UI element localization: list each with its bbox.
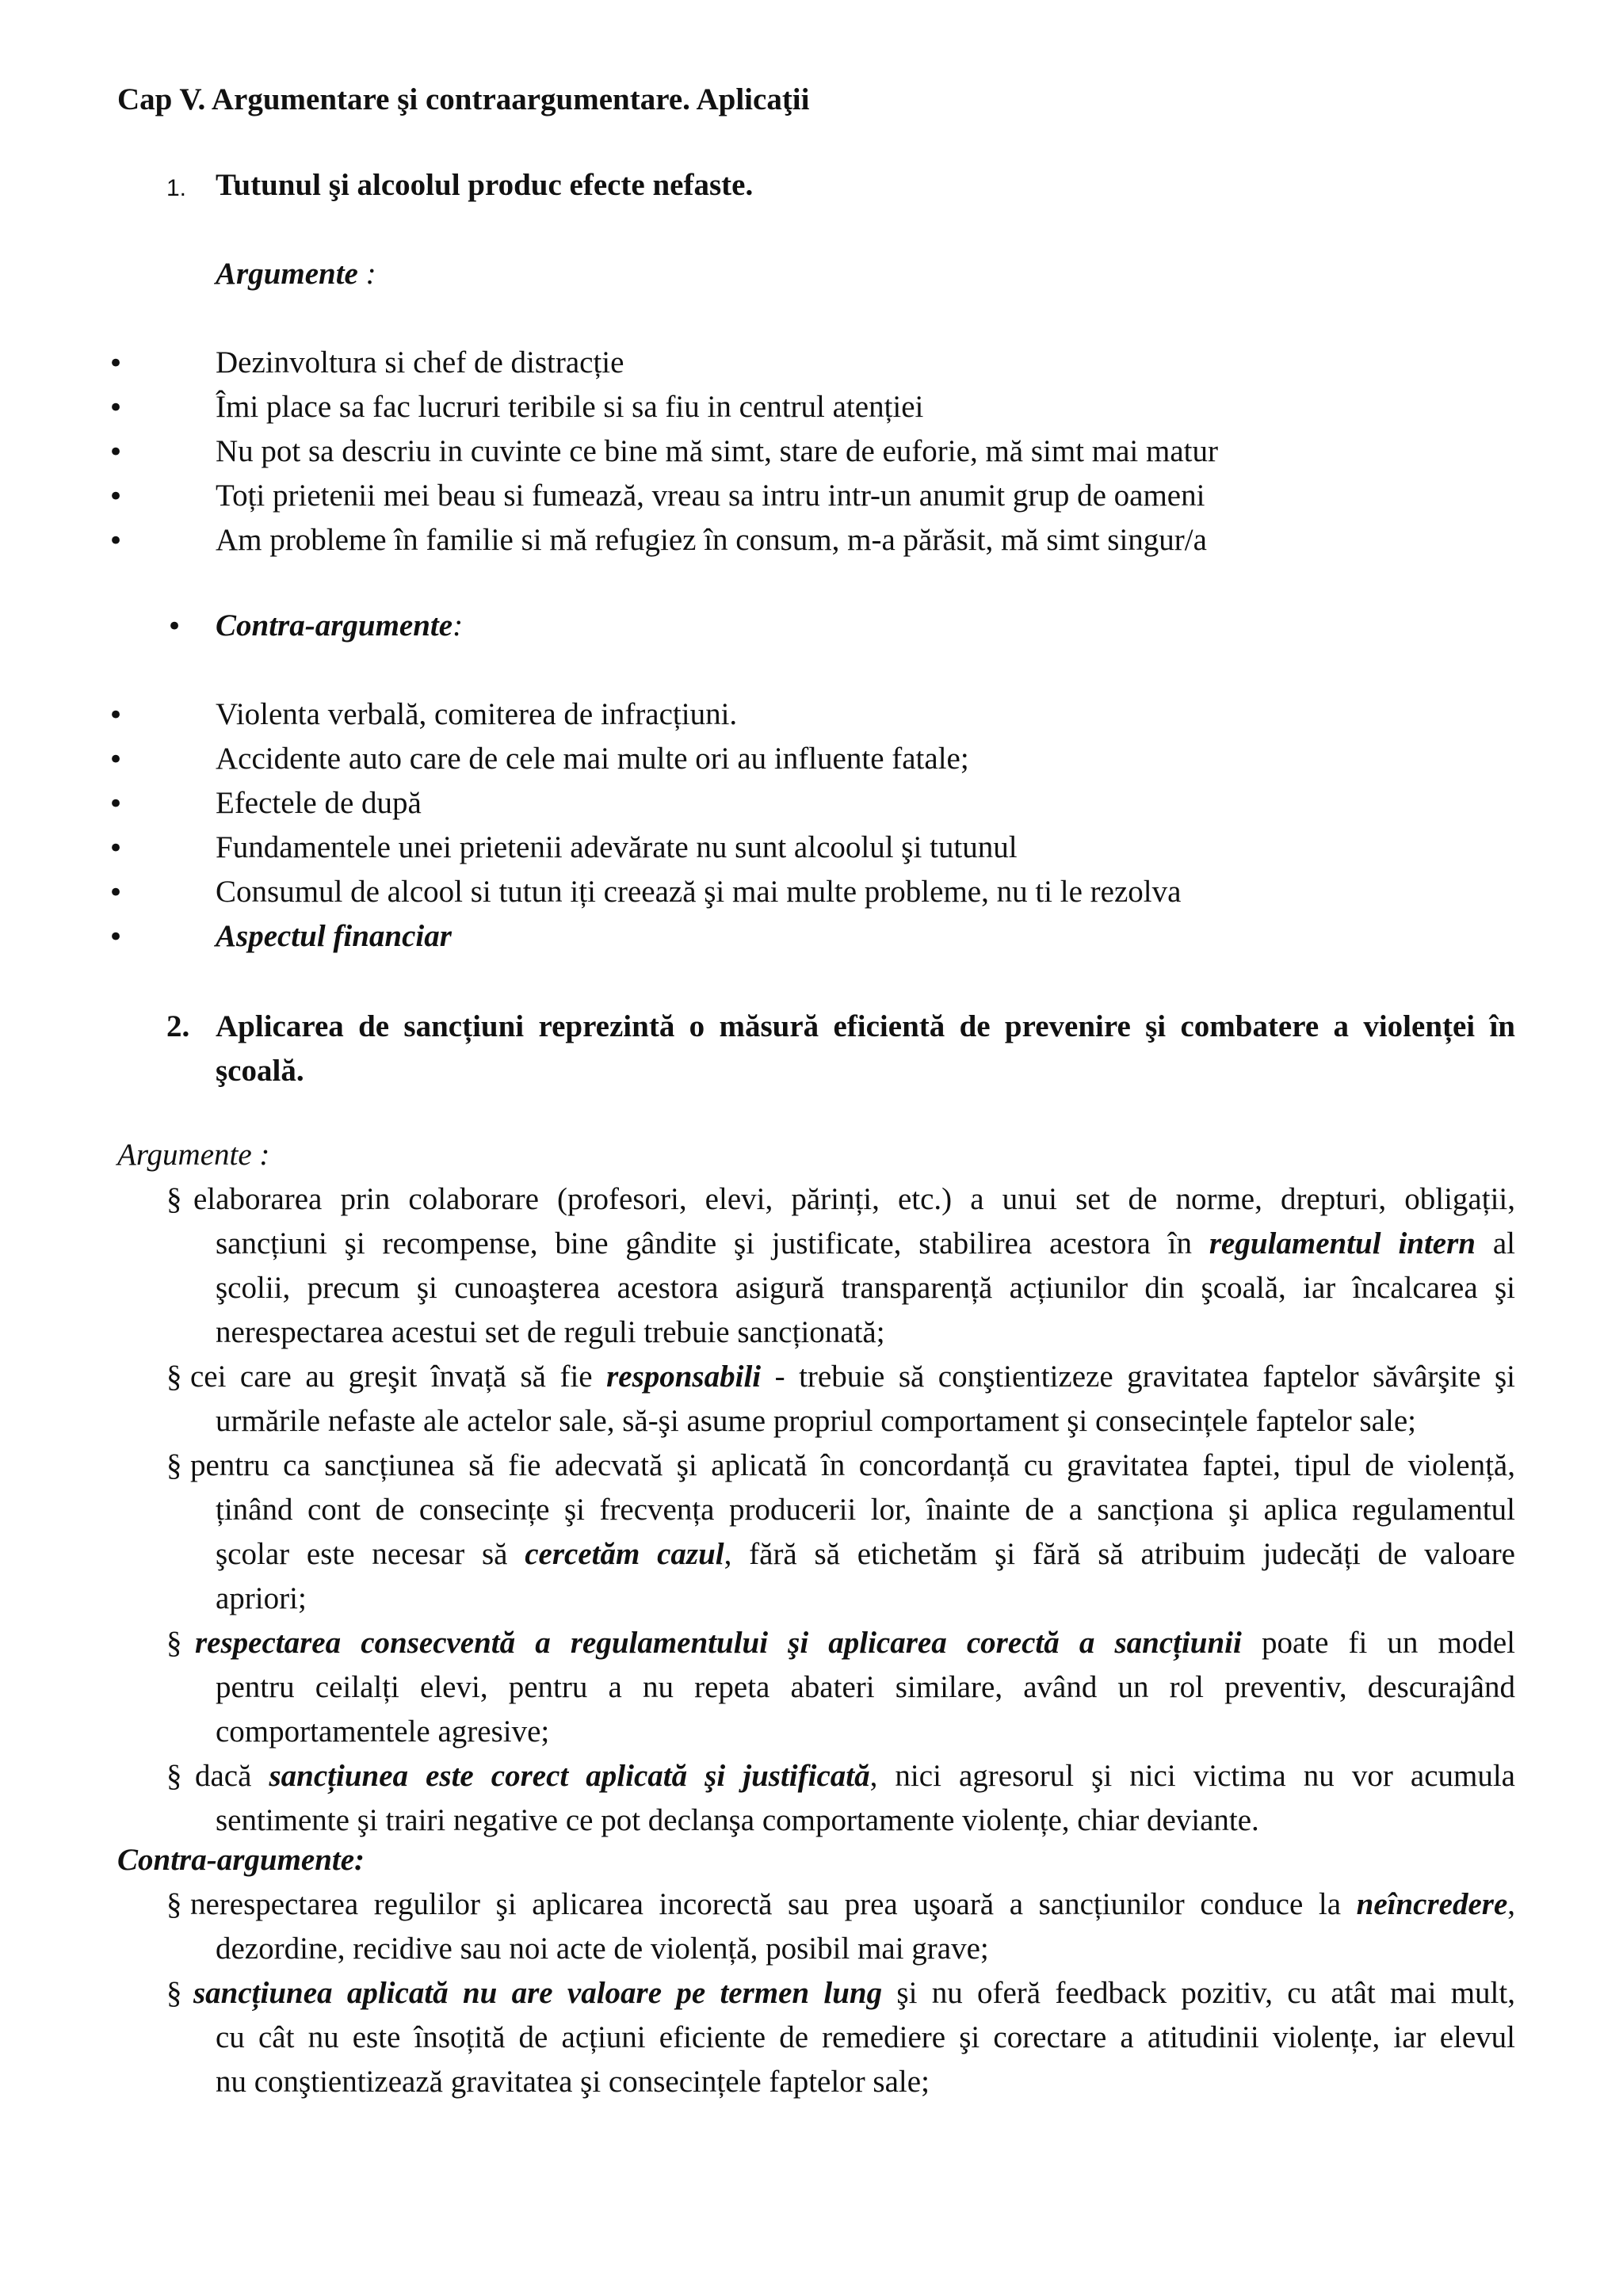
section-marker-icon: § <box>166 1360 182 1394</box>
arg5-text-end: , nici agresorul şi nici victima nu vor acumula <box>869 1759 1515 1793</box>
arg3-text: şcolar este necesar să <box>216 1537 508 1571</box>
arguments-label-text: Argumente <box>216 257 358 291</box>
list-item: Toți prietenii mei beau si fumează, vreau sa intru intr-un anumit grup de oameni <box>216 479 1205 513</box>
bullet-icon: • <box>108 877 124 909</box>
arg2-line-2: urmările nefaste ale actelor sale, să-şi asume propriul comportament şi consecințele faptelor sale; <box>216 1404 1416 1438</box>
arg4-line-3: comportamentele agresive; <box>216 1714 550 1749</box>
bullet-icon: • <box>108 700 124 731</box>
bullet-icon: • <box>108 481 124 513</box>
arg3-text-end: , fără să etichetăm şi fără să atribuim judecăți de valoare <box>724 1537 1515 1571</box>
c2-text-end: şi nu oferă feedback pozitiv, cu atât mai mult, <box>896 1976 1515 2010</box>
arg3-line-1: pentru ca sancțiunea să fie adecvată şi aplicată în concordanță cu gravitatea faptei, tipul de violență, <box>190 1448 1515 1482</box>
list-item: Aspectul financiar <box>216 919 452 953</box>
bullet-icon: • <box>108 744 124 776</box>
section-1-heading: Tutunul şi alcoolul produc efecte nefaste. <box>216 168 754 202</box>
arg5-line-2: sentimente şi trairi negative ce pot declanşa comportamente violențe, chiar deviante. <box>216 1803 1259 1837</box>
section-2-arguments-label: Argumente : <box>117 1138 270 1172</box>
section-1-number: 1. <box>166 175 187 201</box>
bullet-icon: • <box>108 788 124 820</box>
arg4-line-2: pentru ceilalți elevi, pentru a nu repeta abateri similare, având un rol preventiv, descurajând <box>216 1670 1515 1704</box>
list-item: Fundamentele unei prietenii adevărate nu sunt alcoolul şi tutunul <box>216 830 1018 864</box>
list-item: Îmi place sa fac lucruri teribile si sa fiu in centrul atenției <box>216 390 924 424</box>
section-marker-icon: § <box>166 1976 182 2010</box>
arg2-text-end: - trebuie să conştientizeze gravitatea faptelor săvârşite şi <box>774 1360 1516 1394</box>
list-item: Violenta verbală, comiterea de infracțiuni. <box>216 697 738 731</box>
list-item: Accidente auto care de cele mai multe ori au influente fatale; <box>216 742 969 776</box>
arg3-line-4: apriori; <box>216 1581 307 1615</box>
arg4-emphasis: respectarea consecventă a regulamentului şi aplicarea corectă a sancțiunii <box>195 1626 1242 1660</box>
arg3-line-2: ținând cont de consecințe şi frecvența producerii lor, înainte de a sancționa şi aplica regulamentul <box>216 1493 1515 1527</box>
c1-text: nerespectarea regulilor şi aplicarea incorectă sau prea uşoară a sancțiunilor conduce la <box>190 1887 1342 1921</box>
section-marker-icon: § <box>166 1759 182 1793</box>
list-item: Nu pot sa descriu in cuvinte ce bine mă simt, stare de euforie, mă simt mai matur <box>216 434 1218 468</box>
arg4-text-end: poate fi un model <box>1261 1626 1515 1660</box>
bullet-icon: • <box>108 525 124 557</box>
bullet-icon: • <box>108 833 124 864</box>
arg1-emphasis: regulamentul intern <box>1209 1226 1476 1261</box>
section-2-heading-line-2: şcoală. <box>216 1054 304 1088</box>
section-2-number: 2. <box>166 1009 190 1043</box>
arg5-line-1 <box>195 1754 1515 1798</box>
arg2-text: cei care au greşit învață să fie <box>190 1360 593 1394</box>
section-1-counter-label <box>216 604 463 648</box>
c2-emphasis: sancțiunea aplicată nu are valoare pe termen lung <box>193 1976 883 2010</box>
section-marker-icon: § <box>166 1626 182 1660</box>
bullet-icon: • <box>166 611 183 643</box>
arg1-line-1: elaborarea prin colaborare (profesori, elevi, părinți, etc.) a unui set de norme, drepturi, obligații, <box>193 1182 1515 1216</box>
arg5-text: dacă <box>195 1759 252 1793</box>
bullet-icon: • <box>108 392 124 424</box>
counter-label-colon: : <box>453 608 464 643</box>
section-marker-icon: § <box>166 1887 182 1921</box>
c1-line-1 <box>190 1882 1515 1927</box>
c2-line-2: cu cât nu este însoțită de acțiuni eficiente de remediere şi corectare a atitudinii violențe, iar elevul <box>216 2020 1515 2054</box>
bullet-icon: • <box>108 437 124 468</box>
bullet-icon: • <box>108 921 124 953</box>
section-2-heading-line-1: Aplicarea de sancțiuni reprezintă o măsură eficientă de prevenire şi combatere a violenței în <box>216 1009 1515 1043</box>
bullet-icon: • <box>108 348 124 379</box>
arg1-line-3: şcolii, precum şi cunoaşterea acestora asigură transparență acțiunilor din şcoală, iar încalcarea şi <box>216 1271 1515 1305</box>
arg2-line-1 <box>190 1355 1515 1399</box>
section-2-counter-label: Contra-argumente: <box>117 1843 365 1877</box>
arg1-line-4: nerespectarea acestui set de reguli trebuie sancționată; <box>216 1315 885 1349</box>
section-1-arguments-label <box>216 252 376 296</box>
arg1-text-end: al <box>1492 1226 1515 1261</box>
c1-emphasis: neîncredere <box>1356 1887 1508 1921</box>
section-marker-icon: § <box>166 1448 182 1482</box>
list-item: Am probleme în familie si mă refugiez în consum, m-a părăsit, mă simt singur/a <box>216 523 1207 557</box>
list-item: Dezinvoltura si chef de distracție <box>216 345 624 379</box>
arg2-emphasis: responsabili <box>606 1360 762 1394</box>
page-title: Cap V. Argumentare şi contraargumentare. Aplicaţii <box>117 82 810 116</box>
arg1-text: sancțiuni şi recompense, bine gândite şi justificate, stabilirea acestora în <box>216 1226 1193 1261</box>
arg4-line-1 <box>195 1621 1515 1665</box>
c1-line-2: dezordine, recidive sau noi acte de violență, posibil mai grave; <box>216 1932 989 1966</box>
arguments-label-colon: : <box>357 257 376 291</box>
arg1-line-2 <box>216 1222 1515 1266</box>
c2-line-1 <box>193 1971 1515 2016</box>
section-marker-icon: § <box>166 1182 182 1216</box>
c1-text-end: , <box>1507 1887 1516 1921</box>
arg3-emphasis: cercetăm cazul <box>525 1537 724 1571</box>
list-item: Efectele de după <box>216 786 422 820</box>
arg5-emphasis: sancțiunea este corect aplicată şi justificată <box>269 1759 870 1793</box>
counter-label-text: Contra-argumente <box>216 608 453 643</box>
arg3-line-3 <box>216 1532 1515 1577</box>
c2-line-3: nu conştientizează gravitatea şi consecințele faptelor sale; <box>216 2065 930 2099</box>
list-item: Consumul de alcool si tutun iți creează şi mai multe probleme, nu ti le rezolva <box>216 875 1182 909</box>
